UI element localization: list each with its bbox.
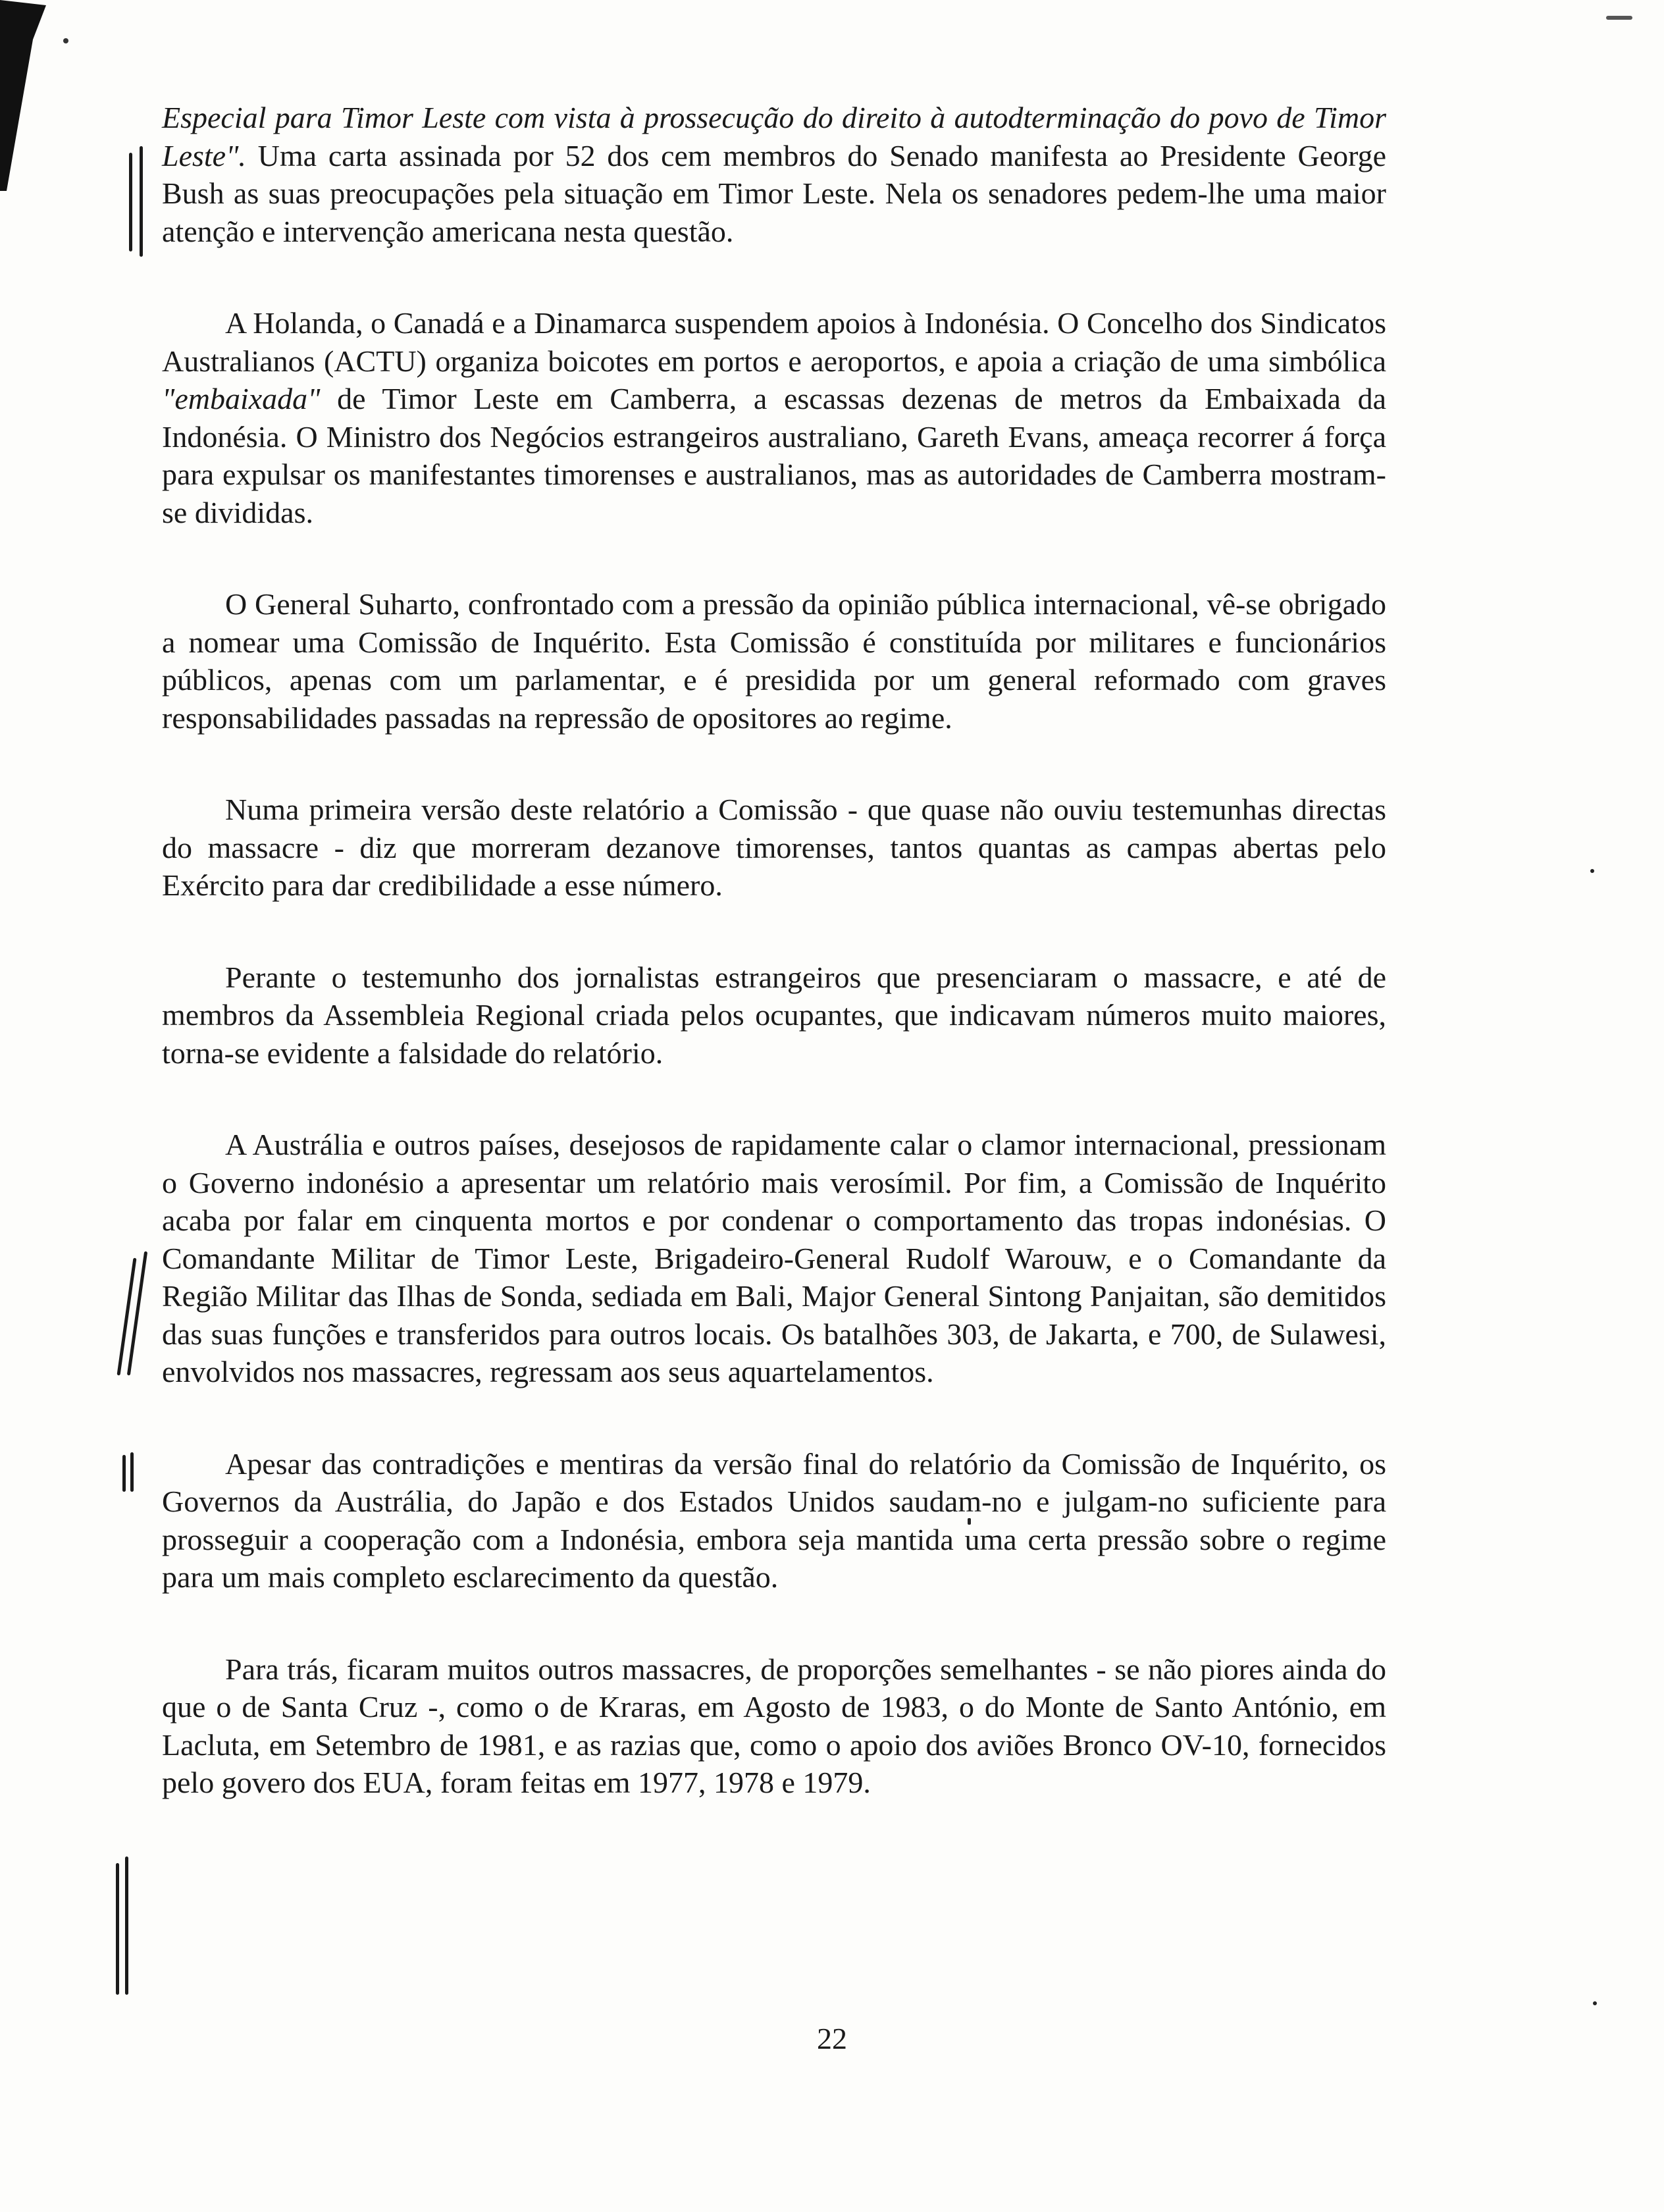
margin-mark-3b — [130, 1452, 134, 1492]
scan-speck — [1606, 16, 1632, 20]
paragraph-4: Numa primeira versão deste relatório a Comissão - que quase não ouviu testemunhas directas do massacre - diz que morreram dezanove timorenses, tantos quantas as campas abertas pelo Exército para dar credibilidade a esse número. — [162, 793, 1386, 902]
scan-speck — [1593, 2001, 1597, 2005]
paragraph-8: Para trás, ficaram muitos outros massacres, de proporções semelhantes - se não piores ainda do que o de Santa Cruz -, como o de Kraras, em Agosto de 1983, o do Monte de Santo António, em Lacluta, em Setembro de 1981, e as razias que, como o apoio dos aviões Bronco OV-10, fornecidos pelo govero dos EUA, foram feitas em 1977, 1978 e 1979. — [162, 1652, 1386, 1799]
margin-mark-2b — [127, 1251, 147, 1376]
italic-lead-text: Especial para Timor Leste com vista à prossecução do direito à autodterminação do povo de Timor Leste". — [162, 101, 1386, 172]
body-text — [162, 99, 1386, 1802]
paragraph-6: A Austrália e outros países, desejosos de rapidamente calar o clamor internacional, pressionam o Governo indonésio a apresentar um relatório mais verosímil. Por fim, a Comissão de Inquérito acaba por falar em cinquenta mortos e por condenar o comportamento das tropas indonésias. O Comandante Militar de Timor Leste, Brigadeiro-General Rudolf Warouw, e o Comandante da Região Militar das Ilhas de Sonda, sediada em Bali, Major General Sintong Panjaitan, são demitidos das suas funções e transferidos para outros locais. Os batalhões 303, de Jakarta, e 700, de Sulawesi, envolvidos nos massacres, regressam aos seus aquartelamentos. — [162, 1128, 1386, 1388]
paragraph-3: O General Suharto, confrontado com a pressão da opinião pública internacional, vê-se obrigado a nomear uma Comissão de Inquérito. Esta Comissão é constituída por militares e funcionários públicos, apenas com um parlamentar, e é presidida por um general reformado com graves responsabilidades passadas na repressão de opositores ao regime. — [162, 587, 1386, 735]
margin-mark-1b — [140, 146, 143, 257]
scan-speck — [1590, 869, 1594, 873]
paragraph-2 — [162, 304, 1386, 531]
margin-mark-4a — [116, 1863, 119, 1995]
margin-mark-4b — [125, 1856, 128, 1995]
paragraph-text: A Holanda, o Canadá e a Dinamarca suspendem apoios à Indonésia. O Concelho dos Sindicatos Australianos (ACTU) organiza boicotes em portos e aeroportos, e apoia a criação de uma simbólica — [162, 306, 1386, 378]
paragraph-7: Apesar das contradições e mentiras da versão final do relatório da Comissão de Inquérito, os Governos da Austrália, do Japão e dos Estados Unidos saudam-no e julgam-no suficiente para prosseguir a cooperação com a Indonésia, embora seja mantida uma certa pressão sobre o regime para um mais completo esclarecimento da questão. — [162, 1446, 1386, 1594]
margin-mark-3a — [122, 1455, 126, 1492]
paragraph-text: Uma carta assinada por 52 dos cem membros do Senado manifesta ao Presidente George Bush as suas preocupações pela situação em Timor Leste. Nela os senadores pedem-lhe uma maior atenção e intervenção americana nesta questão. — [162, 138, 1386, 248]
paragraph-text: de Timor Leste em Camberra, a escassas dezenas de metros da Embaixada da Indonésia. O Ministro dos Negócios estrangeiros australiano, Gareth Evans, ameaça recorrer á força para expulsar os manifestantes timorenses e australianos, mas as autoridades de Camberra mostram-se divididas. — [162, 382, 1386, 529]
paragraph-1 — [162, 99, 1386, 250]
page-number: 22 — [817, 2022, 847, 2055]
paragraph-5: Perante o testemunho dos jornalistas estrangeiros que presenciaram o massacre, e até de membros da Assembleia Regional criada pelos ocupantes, que indicavam números muito maiores, torna-se evidente a falsidade do relatório. — [162, 960, 1386, 1070]
italic-word: "embaixada" — [162, 382, 321, 415]
margin-mark-2a — [117, 1258, 136, 1376]
margin-mark-1a — [129, 153, 132, 251]
scan-corner-mark — [0, 0, 79, 198]
